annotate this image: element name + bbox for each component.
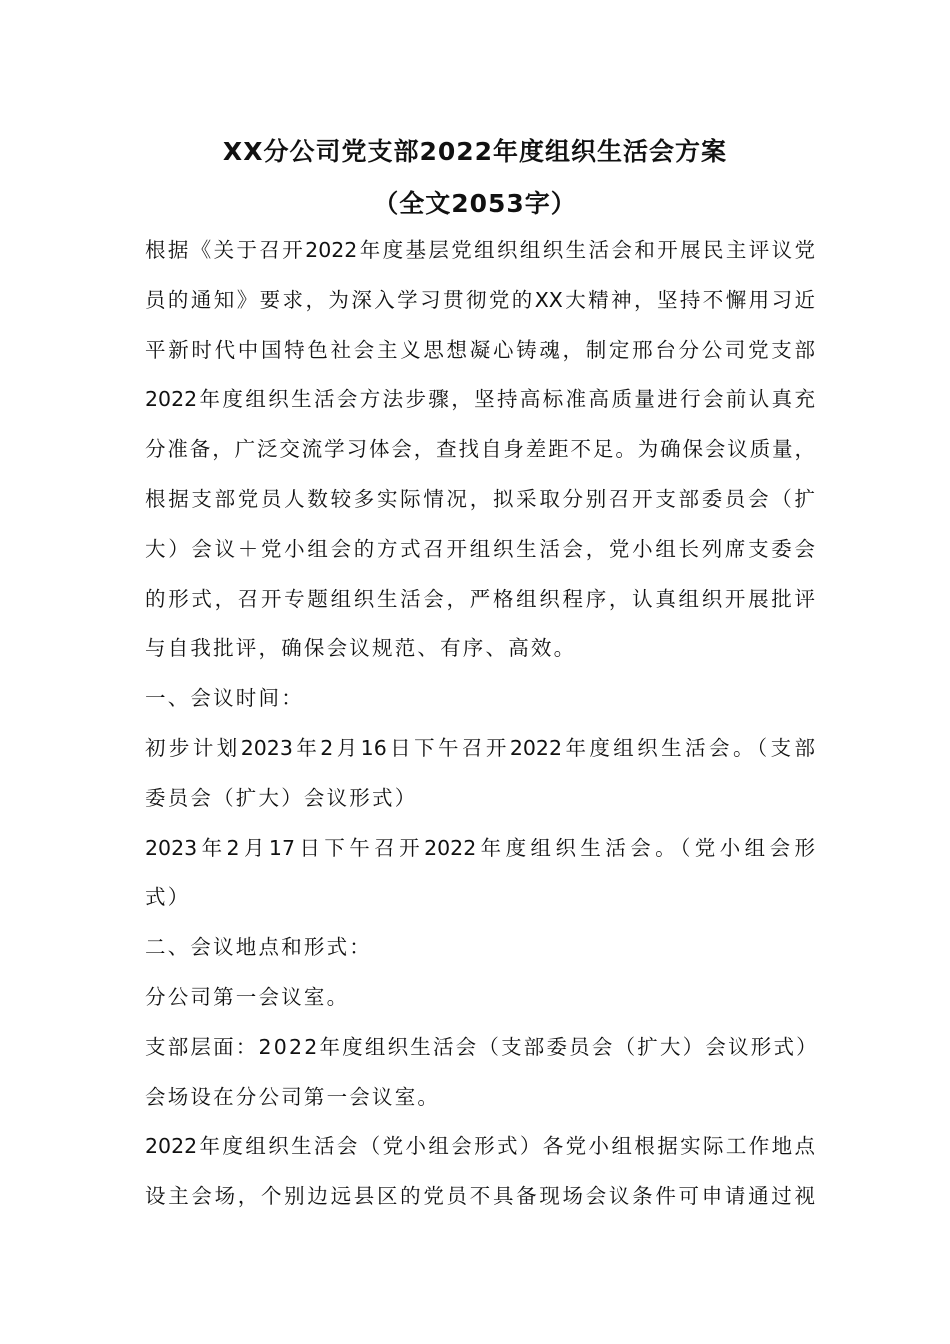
body-line: 根据支部党员人数较多实际情况，拟采取分别召开支部委员会（扩 (145, 486, 815, 511)
body-line: 平新时代中国特色社会主义思想凝心铸魂，制定邢台分公司党支部 (145, 337, 815, 362)
body-line: 根据《关于召开2022年度基层党组织组织生活会和开展民主评议党 (145, 238, 815, 262)
document-title: XX分公司党支部2022年度组织生活会方案 (222, 137, 728, 166)
body-line: 2022年度组织生活会（党小组会形式）各党小组根据实际工作地点 (145, 1134, 815, 1159)
body-line: 大）会议＋党小组会的方式召开组织生活会，党小组长列席支委会 (145, 536, 815, 561)
body-line: 支部层面：2022年度组织生活会（支部委员会（扩大）会议形式） (145, 1034, 819, 1059)
document-body (145, 230, 819, 1226)
body-line: 会场设在分公司第一会议室。 (145, 1084, 441, 1109)
body-line: 分准备，广泛交流学习体会，查找自身差距不足。为确保会议质量， (145, 437, 815, 462)
body-line: 与自我批评，确保会议规范、有序、高效。 (145, 636, 577, 661)
body-line: 初步计划2023年2月16日下午召开2022年度组织生活会。（支部 (145, 735, 815, 760)
body-line: 分公司第一会议室。 (145, 984, 350, 1009)
section-heading: 二、会议地点和形式： (145, 935, 372, 960)
body-line: 2023年2月17日下午召开2022年度组织生活会。（党小组会形 (145, 835, 815, 860)
body-line: 式） (145, 885, 191, 910)
body-line: 设主会场，个别边远县区的党员不具备现场会议条件可申请通过视 (145, 1184, 815, 1209)
section-heading: 一、会议时间： (145, 686, 304, 711)
body-line: 的形式，召开专题组织生活会，严格组织程序，认真组织开展批评 (145, 586, 815, 611)
body-line: 2022年度组织生活会方法步骤，坚持高标准高质量进行会前认真充 (145, 387, 815, 412)
body-line: 员的通知》要求，为深入学习贯彻党的XX大精神，坚持不懈用习近 (145, 287, 815, 312)
body-line: 委员会（扩大）会议形式） (145, 785, 418, 810)
document-subtitle: （全文2053字） (373, 189, 577, 218)
